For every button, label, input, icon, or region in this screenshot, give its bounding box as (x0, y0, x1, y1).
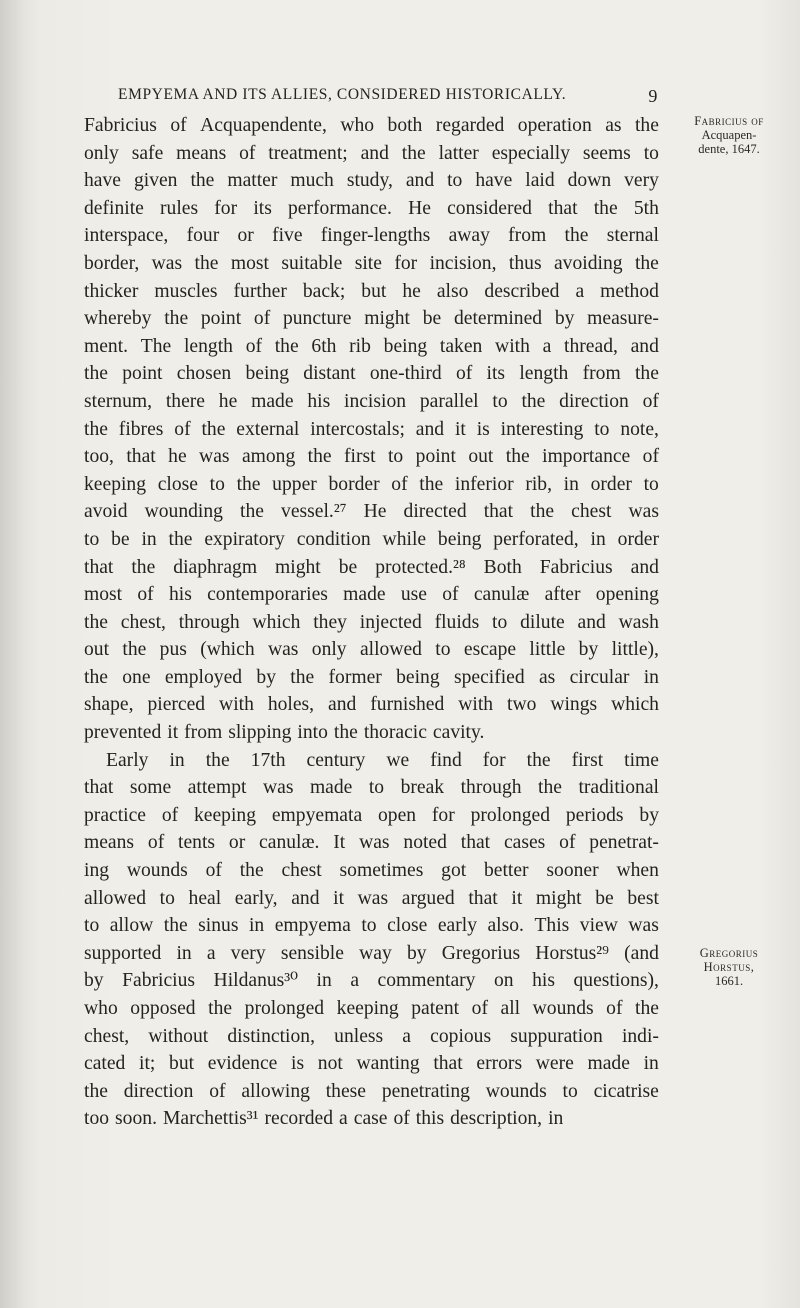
text-line: sternum, there he made his incision parallel to the direction of (84, 390, 659, 412)
text-line: only safe means of treatment; and the latter especially seems to (84, 142, 659, 164)
text-line: means of tents or canulæ. It was noted that cases of penetrat- (84, 832, 659, 854)
text-line: too soon. Marchettis³¹ recorded a case of this description, in (84, 1108, 564, 1130)
text-line: the chest, through which they injected fluids to dilute and wash (84, 611, 659, 633)
margin-note-fabricius (664, 114, 794, 156)
text-line: who opposed the prolonged keeping patent of all wounds of the (84, 998, 659, 1019)
page-gutter (0, 0, 22, 1308)
text-line: border, was the most suitable site for incision, thus avoiding the (84, 252, 659, 274)
margin-note-line: 1661. (714, 974, 744, 988)
text-line: the fibres of the external intercostals; and it is interesting to note, (84, 418, 659, 440)
running-title: EMPYEMA AND ITS ALLIES, CONSIDERED HISTORICALLY. (118, 86, 567, 103)
text-line: ing wounds of the chest sometimes got better sooner when (84, 860, 659, 882)
margin-note-line: dente, 1647. (698, 142, 760, 156)
text-line: out the pus (which was only allowed to escape little by little), (84, 639, 659, 661)
text-line: to be in the expiratory condition while being perforated, in order (84, 528, 659, 550)
text-line: Early in the 17th century we find for the first time (106, 749, 659, 771)
margin-note-line: Horstus, (703, 960, 755, 974)
margin-note-horstus (664, 946, 794, 988)
text-line: avoid wounding the vessel.²⁷ He directed that the chest was (84, 501, 659, 523)
text-line: Fabricius of Acquapendente, who both regarded operation as the (84, 115, 659, 136)
text-line: cated it; but evidence is not wanting that errors were made in (84, 1053, 659, 1075)
text-line: allowed to heal early, and it was argued that it might be best (84, 887, 659, 909)
text-line: ment. The length of the 6th rib being taken with a thread, and (84, 335, 659, 357)
text-line: thicker muscles further back; but he also described a method (84, 280, 659, 302)
text-line: the direction of allowing these penetrating wounds to cicatrise (84, 1080, 659, 1102)
text-line: that the diaphragm might be protected.²⁸ Both Fabricius and (84, 556, 659, 578)
text-line: to allow the sinus in empyema to close early also. This view was (84, 915, 659, 937)
text-line: definite rules for its performance. He considered that the 5th (84, 197, 659, 219)
text-line: by Fabricius Hildanus³⁰ in a commentary on his questions), (84, 970, 659, 992)
margin-note-line: Fabricius of (694, 114, 764, 128)
text-line: the point chosen being distant one-third of its length from the (84, 363, 659, 385)
text-line: whereby the point of puncture might be determined by measure- (84, 308, 659, 330)
text-line: practice of keeping empyemata open for prolonged periods by (84, 804, 659, 826)
text-line: shape, pierced with holes, and furnished with two wings which (84, 694, 659, 716)
text-line: too, that he was among the first to point out the importance of (84, 446, 659, 468)
margin-note-line: Acquapen- (701, 128, 757, 142)
text-line: chest, without distinction, unless a copious suppuration indi- (84, 1025, 659, 1047)
text-line: the one employed by the former being specified as circular in (84, 666, 659, 688)
margin-note-line: Gregorius (699, 946, 759, 960)
page-number: 9 (648, 86, 658, 106)
text-line: most of his contemporaries made use of canulæ after opening (84, 584, 659, 606)
text-line: prevented it from slipping into the thoracic cavity. (84, 722, 485, 744)
text-line: supported in a very sensible way by Gregorius Horstus²⁹ (and (84, 942, 659, 964)
text-line: that some attempt was made to break through the traditional (84, 777, 659, 799)
text-line: keeping close to the upper border of the inferior rib, in order to (84, 473, 659, 495)
body-text (84, 112, 659, 1133)
text-line: have given the matter much study, and to have laid down very (84, 170, 659, 192)
running-header (118, 86, 658, 107)
text-line: interspace, four or five finger-lengths away from the sternal (84, 225, 659, 247)
